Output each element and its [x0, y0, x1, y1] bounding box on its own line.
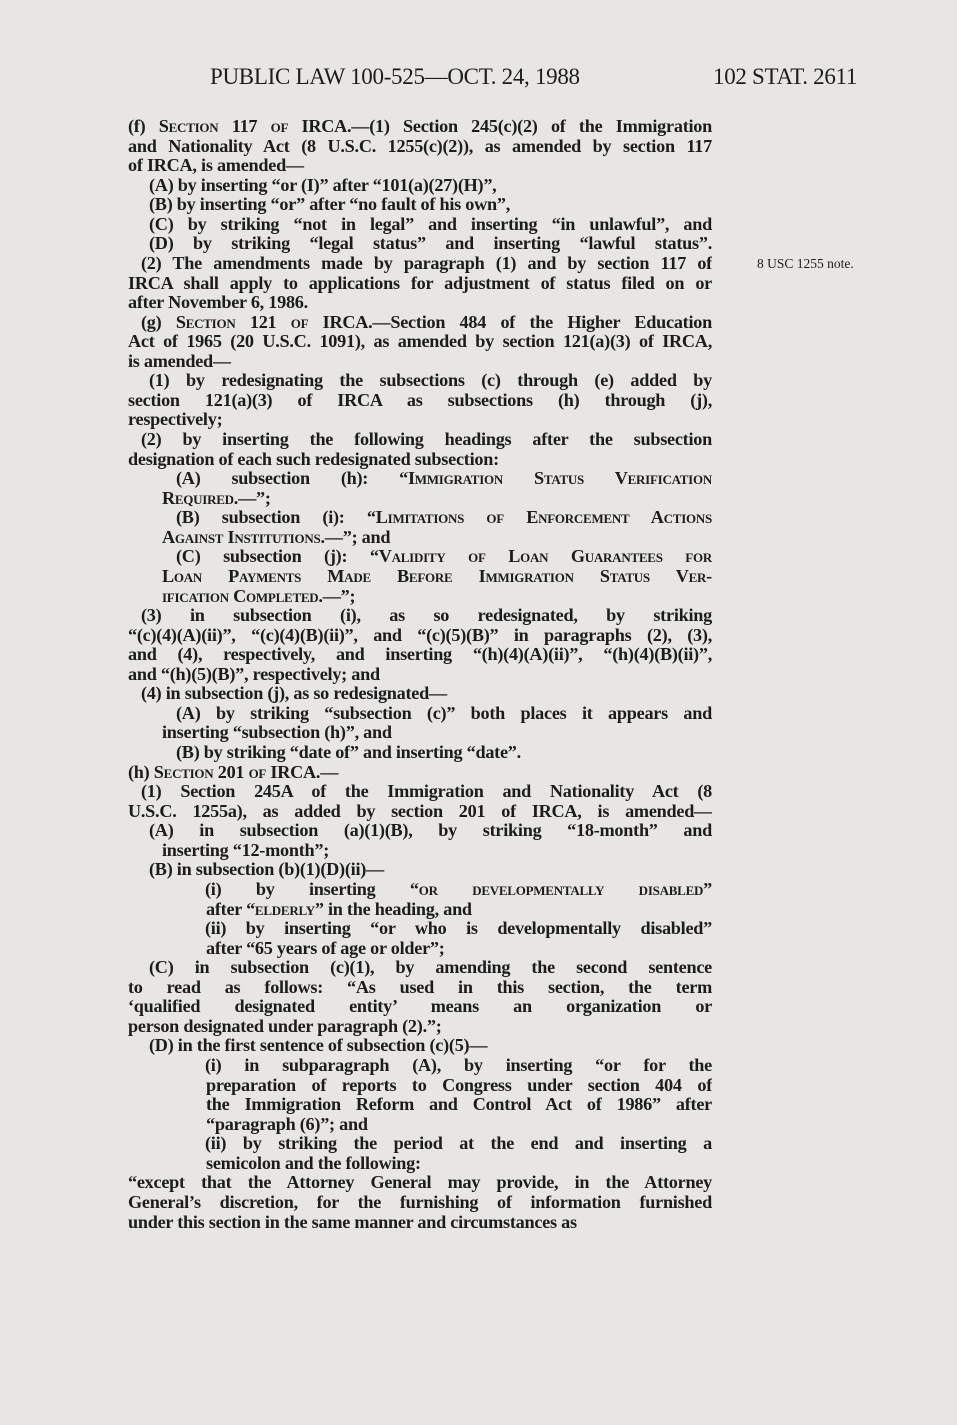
- text-line: [128, 606, 712, 626]
- text-segment: the Immigration Reform and Control Act of 1986” after: [206, 1095, 712, 1115]
- text-line: [128, 313, 712, 333]
- text-line: [128, 274, 712, 294]
- text-line: [128, 841, 712, 861]
- text-segment: General’s discretion, for the furnishing of information furnished: [128, 1192, 712, 1212]
- text-segment: (1) Section 245A of the Immigration and Nationality Act (8: [141, 782, 712, 802]
- text-line: [128, 587, 712, 607]
- text-line: [128, 410, 712, 430]
- text-segment: to read as follows: “As used in this section, the term: [128, 977, 712, 997]
- text-line: [128, 704, 712, 724]
- text-line: [128, 958, 712, 978]
- text-segment: ”: [703, 879, 712, 899]
- text-segment: (3) in subsection (i), as so redesignated, by striking: [141, 606, 712, 626]
- text-line: [128, 1095, 712, 1115]
- text-line: [128, 1193, 712, 1213]
- text-line: [128, 547, 712, 567]
- small-caps-text: of: [290, 312, 309, 332]
- text-segment: (A) in subsection (a)(1)(B), by striking “18-month” and: [149, 821, 712, 841]
- text-segment: section 121(a)(3) of IRCA as subsections (h) through (j),: [128, 390, 712, 410]
- text-line: [128, 254, 712, 274]
- text-segment: (ii) by inserting “or who is developmentally disabled”: [205, 919, 712, 939]
- small-caps-text: Validity of Loan Guarantees for: [378, 547, 712, 567]
- text-line: [128, 1213, 712, 1233]
- text-segment: ‘qualified designated entity’ means an organization or: [128, 997, 712, 1017]
- text-segment: preparation of reports to Congress under section 404 of: [206, 1075, 712, 1095]
- text-segment: and Nationality Act (8 U.S.C. 1255(c)(2)), as amended by section 117: [128, 136, 712, 156]
- text-line: [128, 860, 712, 880]
- small-caps-text: Immigration Status Verification: [407, 469, 712, 489]
- text-segment: “paragraph (6)”; and: [206, 1113, 368, 1134]
- text-segment: of IRCA, is amended—: [128, 155, 304, 176]
- text-segment: under this section in the same manner and circumstances as: [128, 1211, 577, 1232]
- running-header-title: PUBLIC LAW 100-525—OCT. 24, 1988: [210, 64, 580, 89]
- text-line: [128, 293, 712, 313]
- text-segment: (i) in subparagraph (A), by inserting “or for the: [205, 1056, 712, 1075]
- text-segment: (D) in the first sentence of subsection (c)(5)—: [149, 1035, 488, 1056]
- text-line: [128, 919, 712, 939]
- text-line: [128, 117, 712, 137]
- text-segment: IRCA.—(1) Section 245(c)(2) of the Immigration: [288, 117, 712, 136]
- text-segment: (h): [128, 761, 154, 782]
- text-segment: semicolon and the following:: [206, 1152, 421, 1173]
- text-segment: (B) by striking “date of” and inserting “date”.: [176, 742, 521, 762]
- text-segment: after “65 years of age or older”;: [206, 937, 445, 958]
- text-line: [128, 763, 712, 783]
- text-segment: (A) subsection (h): “: [176, 469, 408, 489]
- page-stat-number: 102 STAT. 2611: [713, 64, 858, 89]
- text-line: [128, 508, 712, 528]
- text-line: [128, 1036, 712, 1056]
- text-line: [128, 684, 712, 704]
- text-line: [128, 1017, 712, 1037]
- text-segment: (A) by striking “subsection (c)” both places it appears and: [176, 703, 712, 723]
- text-line: [128, 528, 712, 548]
- text-segment: “(c)(4)(A)(ii)”, “(c)(4)(B)(ii)”, and “(c)(5)(B)” in paragraphs (2), (3),: [128, 625, 712, 645]
- small-caps-text: of: [248, 761, 267, 782]
- text-line: [128, 215, 712, 235]
- text-segment: IRCA.—Section 484 of the Higher Education: [308, 312, 712, 332]
- text-segment: and (4), respectively, and inserting “(h)(4)(A)(ii)”, “(h)(4)(B)(ii)”,: [128, 645, 712, 665]
- text-line: [128, 371, 712, 391]
- text-line: [128, 469, 712, 489]
- text-segment: (i) by inserting “: [205, 879, 419, 899]
- small-caps-text: of: [270, 117, 289, 136]
- small-caps-text: or developmentally disabled: [418, 879, 704, 899]
- text-line: [128, 782, 712, 802]
- statute-text: [128, 117, 712, 1232]
- text-line: [128, 900, 712, 920]
- text-line: [128, 821, 712, 841]
- text-segment: designation of each such redesignated subsection:: [128, 448, 499, 469]
- text-line: [128, 195, 712, 215]
- text-segment: (2) The amendments made by paragraph (1) and by section 117 of: [141, 253, 712, 273]
- small-caps-text: Loan Payments Made Before Immigration Status Ver-: [162, 566, 712, 586]
- text-segment: ”;: [256, 487, 271, 508]
- text-segment: (D) by striking “legal status” and inserting “lawful status”.: [149, 234, 712, 254]
- small-caps-text: ification Completed.—: [162, 585, 341, 606]
- text-segment: Act of 1965 (20 U.S.C. 1091), as amended by section 121(a)(3) of IRCA,: [128, 332, 712, 352]
- text-line: [128, 1173, 712, 1193]
- small-caps-text: Section: [153, 761, 214, 782]
- text-line: [128, 939, 712, 959]
- margin-note: 8 USC 1255 note.: [757, 256, 854, 271]
- text-line: [128, 1115, 712, 1135]
- text-segment: person designated under paragraph (2).”;: [128, 1015, 442, 1036]
- text-line: [128, 567, 712, 587]
- text-segment: after November 6, 1986.: [128, 292, 308, 313]
- text-line: [128, 1076, 712, 1096]
- text-line: [128, 880, 712, 900]
- text-line: [128, 137, 712, 157]
- small-caps-text: elderly: [254, 898, 315, 919]
- text-segment: (A) by inserting “or (I)” after “101(a)(27)(H)”,: [149, 174, 497, 195]
- text-segment: (4) in subsection (j), as so redesignated—: [141, 683, 447, 704]
- text-line: [128, 978, 712, 998]
- small-caps-text: Section: [158, 117, 219, 136]
- small-caps-text: Limitations of Enforcement Actions: [375, 508, 712, 528]
- text-line: [128, 234, 712, 254]
- text-line: [128, 332, 712, 352]
- text-line: [128, 156, 712, 176]
- text-segment: (2) by inserting the following headings after the subsection: [141, 430, 712, 449]
- text-line: [128, 450, 712, 470]
- text-line: [128, 997, 712, 1017]
- text-segment: IRCA.—: [266, 761, 339, 782]
- text-line: [128, 645, 712, 665]
- text-segment: U.S.C. 1255a), as added by section 201 of IRCA, is amended—: [128, 801, 712, 821]
- text-segment: and “(h)(5)(B)”, respectively; and: [128, 663, 380, 684]
- text-segment: 117: [218, 117, 271, 136]
- text-segment: (f): [128, 117, 159, 136]
- text-line: [128, 665, 712, 685]
- text-segment: respectively;: [128, 409, 223, 430]
- text-segment: (g): [141, 312, 176, 332]
- text-segment: ” in the heading, and: [314, 898, 472, 919]
- small-caps-text: Against Institutions.—: [162, 526, 343, 547]
- text-line: [128, 430, 712, 450]
- text-line: [128, 352, 712, 372]
- text-segment: (ii) by striking the period at the end and inserting a: [205, 1134, 712, 1154]
- text-segment: inserting “subsection (h)”, and: [162, 722, 392, 743]
- text-line: [128, 1154, 712, 1174]
- text-line: [128, 176, 712, 196]
- text-segment: 121: [235, 312, 291, 332]
- text-segment: (1) by redesignating the subsections (c) through (e) added by: [149, 371, 712, 391]
- text-segment: after “: [206, 898, 255, 919]
- text-segment: IRCA shall apply to applications for adjustment of status filed on or: [128, 273, 712, 293]
- text-segment: inserting “12-month”;: [162, 839, 330, 860]
- text-segment: (C) subsection (j): “: [176, 547, 379, 567]
- text-segment: 201: [213, 761, 249, 782]
- text-segment: ”;: [340, 585, 356, 606]
- small-caps-text: Required.—: [162, 487, 257, 508]
- text-line: [128, 1056, 712, 1076]
- text-segment: is amended—: [128, 350, 231, 371]
- text-line: [128, 626, 712, 646]
- text-segment: ”; and: [342, 526, 391, 547]
- text-line: [128, 743, 712, 763]
- text-line: [128, 1134, 712, 1154]
- text-segment: “except that the Attorney General may provide, in the Attorney: [128, 1173, 712, 1193]
- small-caps-text: Section: [175, 312, 236, 332]
- text-segment: (B) subsection (i): “: [176, 508, 376, 528]
- text-line: [128, 391, 712, 411]
- text-line: [128, 802, 712, 822]
- text-segment: (B) in subsection (b)(1)(D)(ii)—: [149, 859, 384, 880]
- text-line: [128, 489, 712, 509]
- text-segment: (B) by inserting “or” after “no fault of his own”,: [149, 194, 511, 215]
- text-segment: (C) in subsection (c)(1), by amending the second sentence: [149, 958, 712, 978]
- text-line: [128, 723, 712, 743]
- text-segment: (C) by striking “not in legal” and inserting “in unlawful”, and: [149, 214, 712, 234]
